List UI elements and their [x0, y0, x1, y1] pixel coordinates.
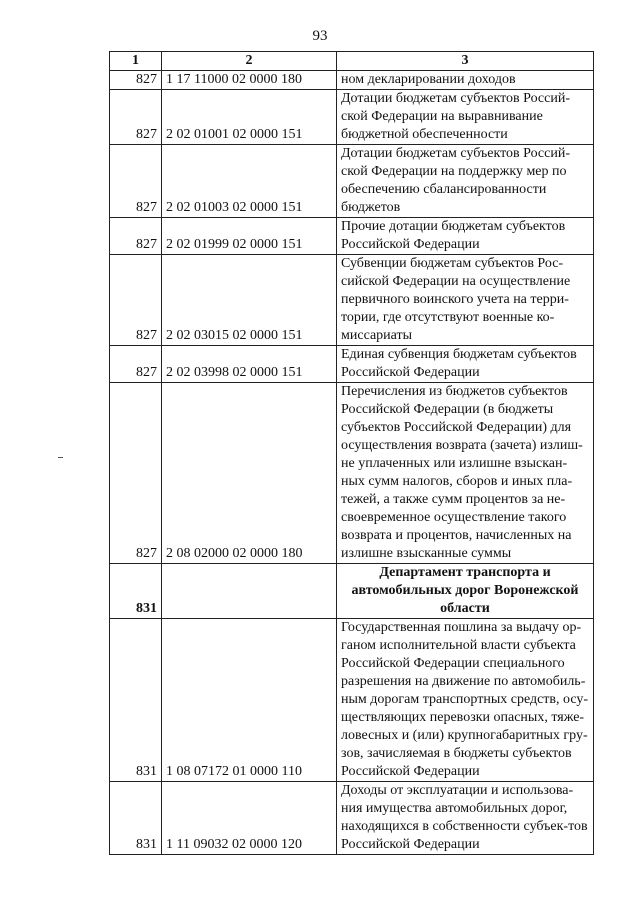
admin-code-cell: 827 — [110, 218, 162, 255]
budget-table — [109, 51, 594, 855]
admin-code-cell: 827 — [110, 71, 162, 90]
admin-code-cell: 831 — [110, 782, 162, 855]
admin-code-cell: 827 — [110, 90, 162, 145]
revenue-code-cell: 1 11 09032 02 0000 120 — [162, 782, 337, 855]
header-col-1: 1 — [110, 52, 162, 71]
table-row — [110, 145, 594, 218]
description-cell: Прочие дотации бюджетам субъектов Российской Федерации — [337, 218, 594, 255]
department-title: Департамент транспорта и автомобильных дорог Воронежской области — [337, 564, 594, 619]
header-col-2: 2 — [162, 52, 337, 71]
admin-code-cell: 827 — [110, 383, 162, 564]
table-row — [110, 90, 594, 145]
revenue-code-cell: 2 02 01001 02 0000 151 — [162, 90, 337, 145]
description-cell: Перечисления из бюджетов субъектов Российской Федерации (в бюджеты субъектов Российской Федерации) для осуществления возврата (зачета) излиш-не уплаченных или излишне взыскан-ных сумм налогов, сборов и иных пла-тежей, а также сумм процентов за не-своевременное осуществление такого возврата и процентов, начисленных на излишне взысканные суммы — [337, 383, 594, 564]
admin-code-cell: 827 — [110, 346, 162, 383]
revenue-code-cell: 2 08 02000 02 0000 180 — [162, 383, 337, 564]
description-cell: Государственная пошлина за выдачу ор-ганом исполнительной власти субъекта Российской Федерации специального разрешения на движение по автомобиль-ным дорогам транспортных средств, осу-ществляющих перевозки опасных, тяже-ловесных и (или) крупногабаритных гру-зов, зачисляемая в бюджеты субъектов Российской Федерации — [337, 619, 594, 782]
table-row — [110, 619, 594, 782]
admin-code-cell: 831 — [110, 619, 162, 782]
scan-mark — [58, 457, 63, 458]
page-number: 93 — [312, 28, 328, 44]
revenue-code-cell: 2 02 01999 02 0000 151 — [162, 218, 337, 255]
table-row — [110, 255, 594, 346]
description-cell: Субвенции бюджетам субъектов Рос-сийской Федерации на осуществление первичного воинского учета на терри-тории, где отсутствуют военные ко-миссариаты — [337, 255, 594, 346]
table-row — [110, 346, 594, 383]
admin-code-cell: 827 — [110, 255, 162, 346]
description-cell: Дотации бюджетам субъектов Россий-ской Федерации на выравнивание бюджетной обеспеченности — [337, 90, 594, 145]
table-row — [110, 71, 594, 90]
description-cell: Доходы от эксплуатации и использова-ния имущества автомобильных дорог, находящихся в собственности субъек-тов Российской Федерации — [337, 782, 594, 855]
table-row — [110, 383, 594, 564]
revenue-code-cell — [162, 564, 337, 619]
admin-code-cell: 827 — [110, 145, 162, 218]
header-col-3: 3 — [337, 52, 594, 71]
revenue-code-cell: 1 08 07172 01 0000 110 — [162, 619, 337, 782]
header-row — [110, 52, 594, 71]
revenue-code-cell: 1 17 11000 02 0000 180 — [162, 71, 337, 90]
revenue-code-cell: 2 02 03998 02 0000 151 — [162, 346, 337, 383]
revenue-code-cell: 2 02 03015 02 0000 151 — [162, 255, 337, 346]
table-row — [110, 218, 594, 255]
revenue-code-cell: 2 02 01003 02 0000 151 — [162, 145, 337, 218]
description-cell: ном декларировании доходов — [337, 71, 594, 90]
admin-code-cell: 831 — [110, 564, 162, 619]
table-row — [110, 782, 594, 855]
description-cell: Единая субвенция бюджетам субъектов Российской Федерации — [337, 346, 594, 383]
department-row — [110, 564, 594, 619]
description-cell: Дотации бюджетам субъектов Россий-ской Федерации на поддержку мер по обеспечению сбалансированности бюджетов — [337, 145, 594, 218]
